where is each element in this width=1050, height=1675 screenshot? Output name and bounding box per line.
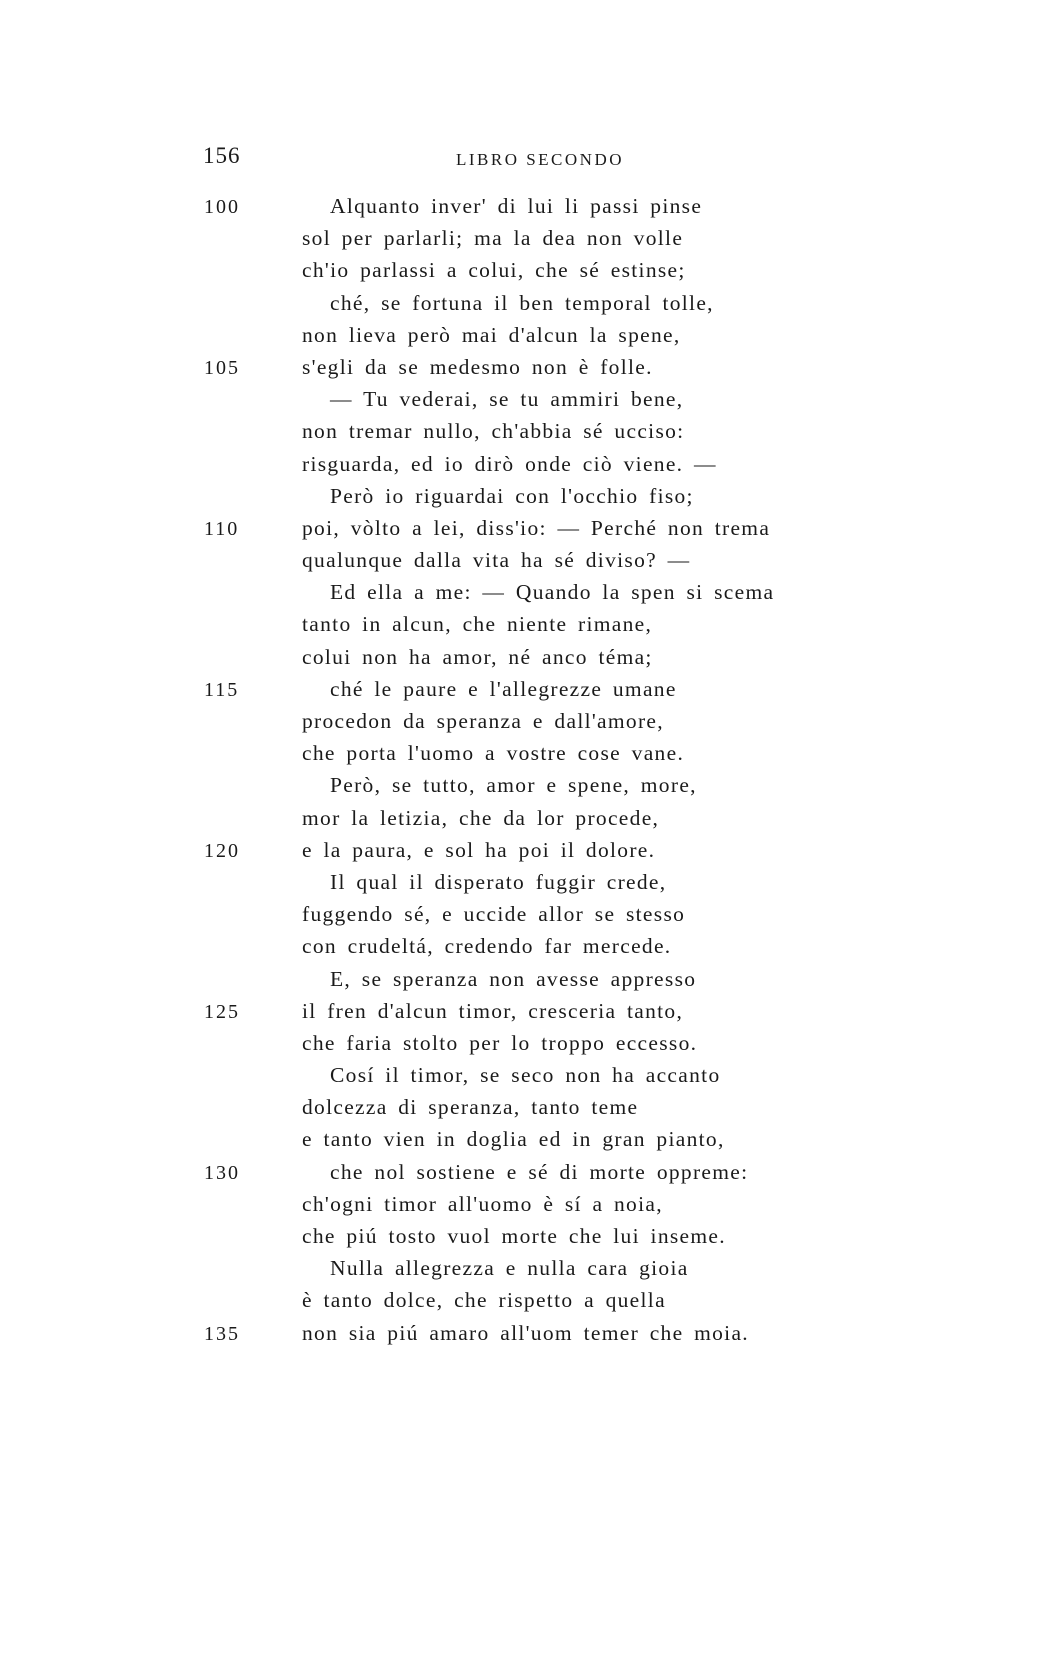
verse-text: fuggendo sé, e uccide allor se stesso <box>302 902 686 927</box>
line-number: 135 <box>204 1322 240 1345</box>
line-number: 130 <box>204 1161 240 1184</box>
verse-line <box>0 737 1050 769</box>
verse-text: e tanto vien in doglia ed in gran pianto, <box>302 1127 725 1152</box>
verse-text: Però io riguardai con l'occhio fiso; <box>330 483 694 508</box>
verse-text: non lieva però mai d'alcun la spene, <box>302 322 681 347</box>
verse-text: ch'ogni timor all'uomo è sí a noia, <box>302 1191 663 1216</box>
verse-line <box>0 1059 1050 1091</box>
running-title: LIBRO SECONDO <box>455 150 625 169</box>
verse-line <box>0 673 1050 705</box>
verse-line <box>0 415 1050 447</box>
verse-text: Ed ella a me: — Quando la spen si scema <box>330 580 775 605</box>
verse-line <box>0 866 1050 898</box>
verse-text: Cosí il timor, se seco non ha accanto <box>330 1063 721 1088</box>
verse-line <box>0 898 1050 930</box>
verse-text: che nol sostiene e sé di morte oppreme: <box>330 1159 749 1184</box>
verse-line <box>0 544 1050 576</box>
verse-text: il fren d'alcun timor, cresceria tanto, <box>302 998 684 1023</box>
verse-line <box>0 834 1050 866</box>
verse-text: con crudeltá, credendo far mercede. <box>302 934 672 959</box>
line-number: 105 <box>204 356 240 379</box>
line-number: 115 <box>204 678 240 701</box>
verse-line <box>0 512 1050 544</box>
verse-line <box>0 1027 1050 1059</box>
verse-line <box>0 1156 1050 1188</box>
verse-line <box>0 254 1050 286</box>
verse-line <box>0 576 1050 608</box>
verse-text: poi, vòlto a lei, diss'io: — Perché non trema <box>302 515 771 540</box>
verse-text: qualunque dalla vita ha sé diviso? — <box>302 548 691 573</box>
verse-line <box>0 1252 1050 1284</box>
verse-text: colui non ha amor, né anco téma; <box>302 644 653 669</box>
verse-line <box>0 383 1050 415</box>
verse-text: Però, se tutto, amor e spene, more, <box>330 773 697 798</box>
verse-text: è tanto dolce, che rispetto a quella <box>302 1288 666 1313</box>
verse-line <box>0 1188 1050 1220</box>
verse-text: risguarda, ed io dirò onde ciò viene. — <box>302 451 717 476</box>
page-number: 156 <box>203 143 241 168</box>
verse-text: Il qual il disperato fuggir crede, <box>330 869 667 894</box>
verse-line <box>0 641 1050 673</box>
verse-text: che faria stolto per lo troppo eccesso. <box>302 1030 698 1055</box>
verse-text: — Tu vederai, se tu ammiri bene, <box>330 387 684 412</box>
verse-line <box>0 1220 1050 1252</box>
verse-line <box>0 190 1050 222</box>
line-number: 110 <box>204 517 240 540</box>
verse-line <box>0 319 1050 351</box>
verse-text: e la paura, e sol ha poi il dolore. <box>302 837 656 862</box>
verse-text: s'egli da se medesmo non è folle. <box>302 354 653 379</box>
verse-text: ch'io parlassi a colui, che sé estinse; <box>302 258 686 283</box>
line-number: 120 <box>204 839 240 862</box>
verse-line <box>0 930 1050 962</box>
verse-line <box>0 1284 1050 1316</box>
verse-text: non sia piú amaro all'uom temer che moia. <box>302 1320 749 1345</box>
verse-line <box>0 448 1050 480</box>
verse-line <box>0 608 1050 640</box>
line-number: 125 <box>204 1000 240 1023</box>
verse-text: Nulla allegrezza e nulla cara gioia <box>330 1256 689 1281</box>
verse-line <box>0 995 1050 1027</box>
verse-text: tanto in alcun, che niente rimane, <box>302 612 653 637</box>
verse-text: Alquanto inver' di lui li passi pinse <box>330 194 703 218</box>
verse-text: ché, se fortuna il ben temporal tolle, <box>330 290 714 315</box>
verse-line <box>0 769 1050 801</box>
verse-line <box>0 287 1050 319</box>
verse-text: E, se speranza non avesse appresso <box>330 966 697 991</box>
poem-text <box>0 190 1050 1349</box>
verse-text: che piú tosto vuol morte che lui inseme. <box>302 1224 726 1248</box>
verse-text: sol per parlarli; ma la dea non volle <box>302 226 684 251</box>
verse-line <box>0 963 1050 995</box>
verse-line <box>0 222 1050 254</box>
verse-line <box>0 802 1050 834</box>
verse-text: non tremar nullo, ch'abbia sé ucciso: <box>302 419 685 444</box>
verse-line <box>0 1317 1050 1349</box>
verse-text: procedon da speranza e dall'amore, <box>302 709 664 733</box>
verse-text: che porta l'uomo a vostre cose vane. <box>302 741 685 766</box>
verse-line <box>0 705 1050 737</box>
verse-line <box>0 1091 1050 1123</box>
line-number: 100 <box>204 196 240 218</box>
verse-text: dolcezza di speranza, tanto teme <box>302 1095 639 1120</box>
verse-text: mor la letizia, che da lor procede, <box>302 805 660 830</box>
verse-line <box>0 480 1050 512</box>
verse-line <box>0 1123 1050 1155</box>
verse-line <box>0 351 1050 383</box>
verse-text: ché le paure e l'allegrezze umane <box>330 676 677 701</box>
